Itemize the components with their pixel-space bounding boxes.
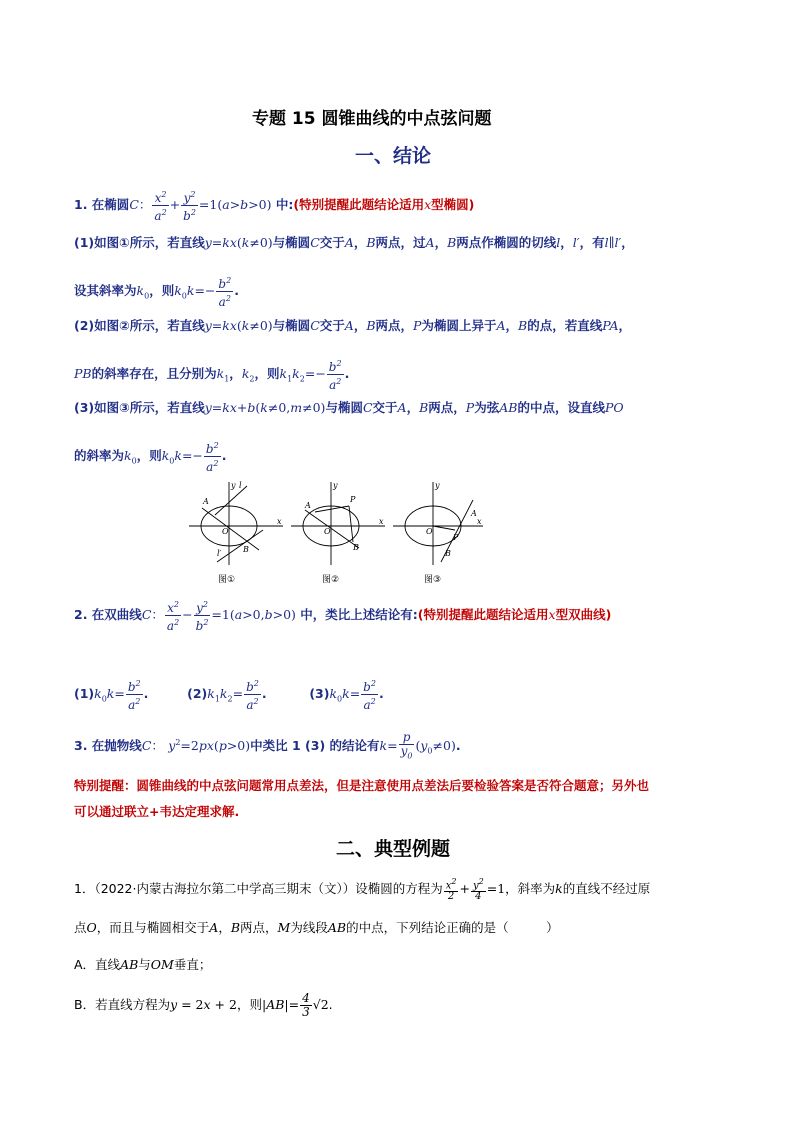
svg-text:B: B <box>243 545 249 554</box>
conclusion-1: 1. 在椭圆C： $\frac{x^2}{a^2}$ + $\frac{y^2}{b^2}$ =1(a>b>0) 中:(特别提醒此题结论适用x型椭圆) <box>74 190 475 223</box>
special-reminder-line2: 可以通过联立+韦达定理求解. <box>74 804 240 819</box>
figure-caption-2: 图② <box>322 575 340 585</box>
example-1-option-b: B．若直线方程为y = 2x + 2，则|AB|= $\frac{4}{3}$ √2. <box>74 991 333 1019</box>
svg-text:B: B <box>445 549 451 558</box>
conclusion-1-1: (1)如图①所示，若直线y=kx(k≠0)与椭圆C交于A，B两点，过A，B两点作椭圆的切线l，l′，有l∥l′， <box>74 235 634 250</box>
section-heading-examples: 二、典型例题 <box>336 838 451 860</box>
svg-text:O: O <box>324 527 331 536</box>
conclusion-3: 3. 在抛物线C： $y^2=2px(p>0)$中类比 1 (3) 的结论有k= $\frac{p}{y_0}$ $(y_0\ne 0)$. <box>74 730 461 761</box>
conclusion-1-2-line2: PB的斜率存在，且分别为$k_1$，$k_2$，则$k_1k_2=-$ $\frac{b^2}{a^2}$ . <box>74 359 350 392</box>
conclusion-1-2: (2)如图②所示，若直线y=kx(k≠0)与椭圆C交于A，B两点，P为椭圆上异于A，B的点，若直线PA， <box>74 318 632 333</box>
svg-text:l: l <box>239 481 242 490</box>
svg-text:y: y <box>333 481 338 490</box>
conclusion-1-3: (3)如图③所示，若直线y=kx+b(k≠0,m≠0)与椭圆C交于A，B两点，P为弦AB的中点，设直线PO <box>74 400 624 415</box>
section-heading-conclusions: 一、结论 <box>355 145 432 167</box>
example-1-option-a: A．直线AB与OM垂直； <box>74 957 212 972</box>
conclusion-1-1-line2: 设其斜率为$k_0$，则$k_0k=-$ $\frac{b^2}{a^2}$ . <box>74 276 239 309</box>
figure-caption-1: 图① <box>218 575 236 585</box>
svg-text:P: P <box>350 495 356 504</box>
svg-text:A: A <box>203 497 209 506</box>
svg-text:A: A <box>305 501 311 510</box>
svg-text:O: O <box>222 527 229 536</box>
svg-text:x: x <box>379 517 384 526</box>
conclusion-2-results: $(1)k_0k=$ $\frac{b^2}{a^2}$ . $(2)k_1k_2=$ $\frac{b^2}{a^2}$ . $(3)k_0k=$ $\frac{b^2}{a^2}$ . <box>74 679 384 712</box>
ellipse-figures <box>187 480 487 585</box>
example-1: 1．（2022·内蒙古海拉尔第二中学高三期末（文））设椭圆的方程为 $\frac{x^2}{2}$ + $\frac{y^2}{4}$ =1，斜率为k的直线不经过原 <box>74 877 651 903</box>
svg-text:y: y <box>435 481 440 490</box>
svg-text:B: B <box>353 543 359 552</box>
svg-text:O: O <box>426 527 433 536</box>
svg-text:l′: l′ <box>217 549 222 558</box>
svg-text:A: A <box>471 509 477 518</box>
page-title: 专题 15 圆锥曲线的中点弦问题 <box>252 109 492 129</box>
figure-caption-3: 图③ <box>424 575 442 585</box>
conclusion-1-3-line2: 的斜率为$k_0$，则$k_0k=-$ $\frac{b^2}{a^2}$ . <box>74 441 227 474</box>
svg-text:y: y <box>231 481 236 490</box>
svg-text:x: x <box>277 517 282 526</box>
svg-text:P: P <box>453 533 459 542</box>
conclusion-2: 2. 在双曲线C： $\frac{x^2}{a^2}$ − $\frac{y^2}{b^2}$ =1(a>0,b>0) 中，类比上述结论有:(特别提醒此题结论适用x型双曲线) <box>74 600 612 633</box>
example-1-line2: 点O，而且与椭圆相交于A，B两点，M为线段AB的中点，下列结论正确的是（ ） <box>74 920 559 935</box>
special-reminder-line1: 特别提醒：圆锥曲线的中点弦问题常用点差法，但是注意使用点差法后要检验答案是否符合题意；另外也 <box>74 778 650 793</box>
svg-text:x: x <box>477 517 482 526</box>
